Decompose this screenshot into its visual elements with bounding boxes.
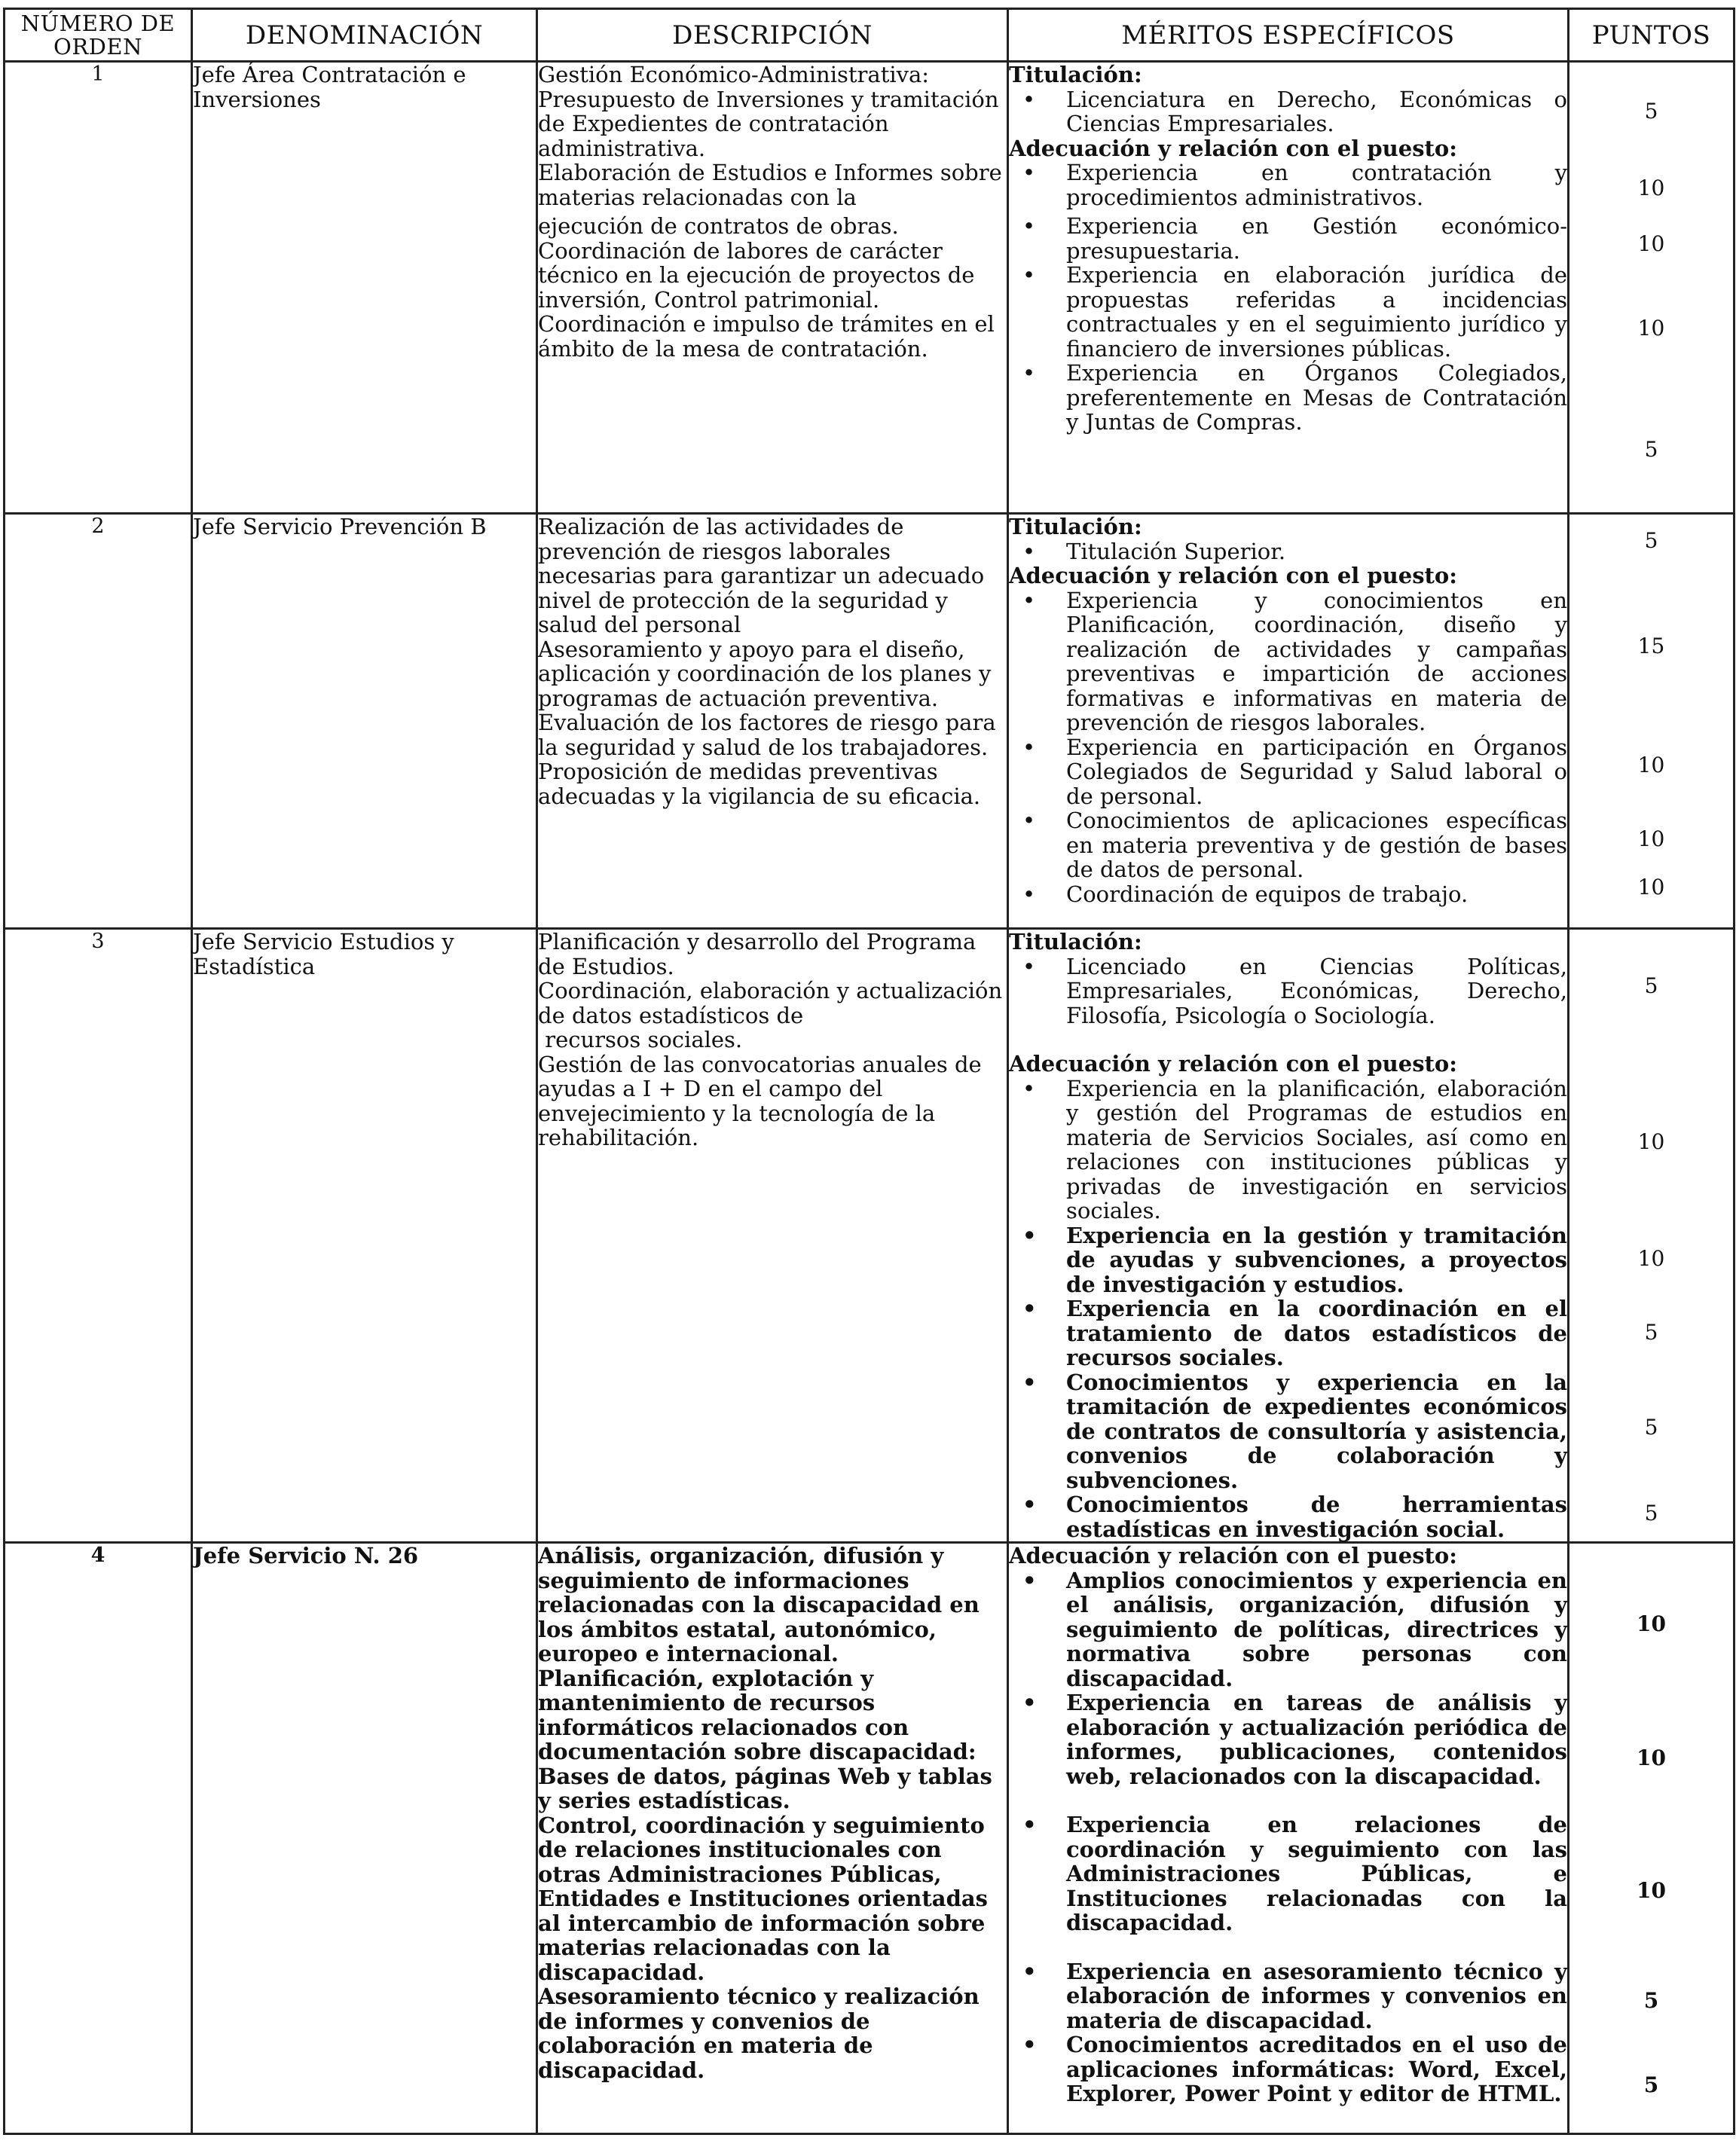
puntos-value: 10	[1637, 1129, 1665, 1154]
adecuacion-list	[1009, 1077, 1567, 1542]
descripcion-line: Evaluación de los factores de riesgo para la seguridad y salud de los trabajadores.	[538, 710, 996, 760]
puntos-value: 5	[1644, 1415, 1658, 1440]
puntos-value: 5	[1644, 1320, 1658, 1345]
descripcion-line: Coordinación, elaboración y actualización de datos estadísticos de	[538, 978, 1003, 1028]
row-numero: 2	[5, 514, 192, 929]
adecuacion-heading: Adecuación y relación con el puesto:	[1009, 1543, 1457, 1568]
puntos-value: 10	[1637, 1246, 1665, 1271]
row-meritos	[1008, 514, 1569, 929]
meritos-table	[3, 8, 1735, 2135]
row-puntos	[1569, 62, 1734, 514]
list-item: • Licenciatura en Derecho, Económicas o Ciencias Empresariales.	[1009, 87, 1567, 136]
puntos-value: 5	[1644, 437, 1658, 462]
header-denominacion: DENOMINACIÓN	[192, 9, 537, 62]
table-row	[5, 514, 1734, 929]
row-denominacion: Jefe Servicio Estudios y Estadística	[192, 929, 537, 1543]
descripcion-line: Asesoramiento y apoyo para el diseño, aplicación y coordinación de los planes y programas de actuación preventiva.	[538, 636, 992, 711]
list-item: • Experiencia en relaciones de coordinación y seguimiento con las Administraciones Públicas, e Instituciones relacionadas con la discapacidad.	[1009, 1813, 1567, 1935]
descripcion-line: Elaboración de Estudios e Informes sobre materias relacionadas con la	[538, 160, 1002, 210]
puntos-value: 10	[1637, 1745, 1666, 1770]
descripcion-line: Control, coordinación y seguimiento de relaciones institucionales con otras Administraciones Públicas, Entidades e Instituciones orientadas al intercambio de información sobre	[538, 1812, 988, 1936]
list-item: • Conocimientos de aplicaciones específicas en materia preventiva y de gestión de bases de datos de personal.	[1009, 808, 1567, 882]
list-item: • Experiencia en Gestión económico-presupuestaria.	[1009, 214, 1567, 263]
table-row	[5, 62, 1734, 514]
puntos-value: 10	[1637, 176, 1665, 200]
header-numero-orden: NÚMERO DE ORDEN	[5, 9, 192, 62]
titulacion-list	[1009, 539, 1567, 564]
table-row	[5, 929, 1734, 1543]
puntos-value: 5	[1644, 528, 1658, 553]
list-item: • Coordinación de equipos de trabajo.	[1009, 882, 1567, 907]
descripcion-line: Asesoramiento técnico y realización de informes y convenios de colaboración en materia de discapacidad.	[538, 1984, 980, 2083]
row-denominacion: Jefe Servicio N. 26	[192, 1543, 537, 2134]
descripcion-line: Coordinación e impulso de trámites en el ámbito de la mesa de contratación.	[538, 311, 995, 362]
row-denominacion: Jefe Área Contratación e Inversiones	[192, 62, 537, 514]
adecuacion-heading: Adecuación y relación con el puesto:	[1009, 563, 1457, 588]
row-meritos	[1008, 1543, 1569, 2134]
list-item: • Experiencia en tareas de análisis y elaboración y actualización periódica de informes, publicaciones, contenidos web, relacionados con la discapacidad.	[1009, 1690, 1567, 1788]
row-descripcion	[537, 929, 1008, 1543]
row-puntos	[1569, 514, 1734, 929]
descripcion-line: Realización de las actividades de prevención de riesgos laborales necesarias para garantizar un adecuado nivel de protección de la seguridad y salud del personal	[538, 514, 985, 637]
descripcion-line: recursos sociales.	[538, 1027, 743, 1052]
row-numero: 3	[5, 929, 192, 1543]
titulacion-heading: Titulación:	[1009, 929, 1142, 954]
list-item: • Experiencia en elaboración jurídica de propuestas referidas a incidencias contractuales y en el seguimiento jurídico y financiero de inversiones públicas.	[1009, 263, 1567, 361]
row-meritos	[1008, 62, 1569, 514]
header-meritos: MÉRITOS ESPECÍFICOS	[1008, 9, 1569, 62]
descripcion-line: Gestión de las convocatorias anuales de ayudas a I + D en el campo del envejecimiento y la tecnología de la rehabilitación.	[538, 1051, 982, 1150]
puntos-value: 10	[1637, 875, 1665, 899]
titulacion-heading: Titulación:	[1009, 514, 1142, 539]
puntos-value: 5	[1644, 1501, 1658, 1526]
row-puntos	[1569, 929, 1734, 1543]
list-item: • Experiencia en Órganos Colegiados, preferentemente en Mesas de Contratación y Juntas de Compras.	[1009, 361, 1567, 435]
adecuacion-heading: Adecuación y relación con el puesto:	[1009, 135, 1457, 161]
puntos-value: 5	[1643, 2072, 1659, 2097]
descripcion-line: ejecución de contratos de obras.	[538, 213, 899, 239]
puntos-value: 5	[1644, 99, 1658, 124]
descripcion-line: Planificación, explotación y mantenimiento de recursos informáticos relacionados con documentación sobre discapacidad: Bases de datos, páginas Web y tablas y series estadísticas.	[538, 1665, 992, 1813]
adecuacion-list	[1009, 588, 1567, 907]
adecuacion-heading: Adecuación y relación con el puesto:	[1009, 1051, 1457, 1077]
header-row	[5, 9, 1734, 62]
row-meritos	[1008, 929, 1569, 1543]
table-row	[5, 1543, 1734, 2134]
header-descripcion: DESCRIPCIÓN	[537, 9, 1008, 62]
list-item: • Experiencia en contratación y procedimientos administrativos.	[1009, 160, 1567, 209]
titulacion-heading: Titulación:	[1009, 62, 1142, 87]
list-item: • Conocimientos acreditados en el uso de aplicaciones informáticas: Word, Excel, Explorer, Power Point y editor de HTML.	[1009, 2033, 1567, 2106]
list-item: • Experiencia en asesoramiento técnico y elaboración de informes y convenios en materia de discapacidad.	[1009, 1959, 1567, 2033]
row-numero: 4	[5, 1543, 192, 2134]
row-descripcion	[537, 514, 1008, 929]
list-item: • Amplios conocimientos y experiencia en el análisis, organización, difusión y seguimiento de políticas, directrices y normativa sobre personas con discapacidad.	[1009, 1568, 1567, 1691]
list-item: • Experiencia en la gestión y tramitación de ayudas y subvenciones, a proyectos de investigación y estudios.	[1009, 1223, 1567, 1297]
descripcion-line: Análisis, organización, difusión y seguimiento de informaciones relacionadas con la discapacidad en los ámbitos estatal, autonómico, europeo e internacional.	[538, 1543, 980, 1666]
puntos-value: 15	[1637, 634, 1665, 658]
titulacion-list	[1009, 87, 1567, 136]
list-item: • Experiencia en la planificación, elaboración y gestión del Programas de estudios en materia de Servicios Sociales, así como en relaciones con instituciones públicas y privadas de investigación en servicios sociales.	[1009, 1077, 1567, 1223]
row-descripcion	[537, 1543, 1008, 2134]
list-item: • Experiencia y conocimientos en Planificación, coordinación, diseño y realización de actividades y campañas preventivas e impartición de acciones formativas e informativas en materia de prevención de riesgos laborales.	[1009, 588, 1567, 735]
puntos-value: 10	[1637, 1611, 1666, 1636]
adecuacion-list	[1009, 160, 1567, 435]
list-item: • Licenciado en Ciencias Políticas, Empresariales, Económicas, Derecho, Filosofía, Psicología o Sociología.	[1009, 954, 1567, 1028]
row-denominacion: Jefe Servicio Prevención B	[192, 514, 537, 929]
puntos-value: 5	[1644, 973, 1658, 998]
list-item: • Experiencia en la coordinación en el tratamiento de datos estadísticos de recursos sociales.	[1009, 1296, 1567, 1370]
list-item: • Titulación Superior.	[1009, 539, 1567, 564]
list-item: • Experiencia en participación en Órganos Colegiados de Seguridad y Salud laboral o de personal.	[1009, 735, 1567, 809]
list-item: • Conocimientos de herramientas estadísticas en investigación social.	[1009, 1492, 1567, 1541]
puntos-value: 10	[1637, 1878, 1666, 1903]
puntos-value: 10	[1637, 231, 1665, 256]
row-puntos	[1569, 1543, 1734, 2134]
titulacion-list	[1009, 954, 1567, 1028]
descripcion-line: materias relacionadas con la discapacidad.	[538, 1935, 891, 1985]
descripcion-line: Planificación y desarrollo del Programa de Estudios.	[538, 929, 976, 979]
puntos-value: 10	[1637, 826, 1665, 851]
list-item: • Conocimientos y experiencia en la tramitación de expedientes económicos de contratos de consultoría y asistencia, convenios de colaboración y subvenciones.	[1009, 1370, 1567, 1493]
row-descripcion	[537, 62, 1008, 514]
header-puntos: PUNTOS	[1569, 9, 1734, 62]
adecuacion-list	[1009, 1568, 1567, 2106]
descripcion-line: Coordinación de labores de carácter técnico en la ejecución de proyectos de inversión, Control patrimonial.	[538, 237, 975, 313]
descripcion-line: Gestión Económico-Administrativa: Presupuesto de Inversiones y tramitación de Expedientes de contratación administrativa.	[538, 62, 999, 161]
puntos-value: 5	[1643, 1988, 1659, 2013]
row-numero: 1	[5, 62, 192, 514]
puntos-value: 10	[1637, 753, 1665, 777]
puntos-value: 10	[1637, 316, 1665, 341]
descripcion-line: Proposición de medidas preventivas adecuadas y la vigilancia de su eficacia.	[538, 759, 981, 809]
